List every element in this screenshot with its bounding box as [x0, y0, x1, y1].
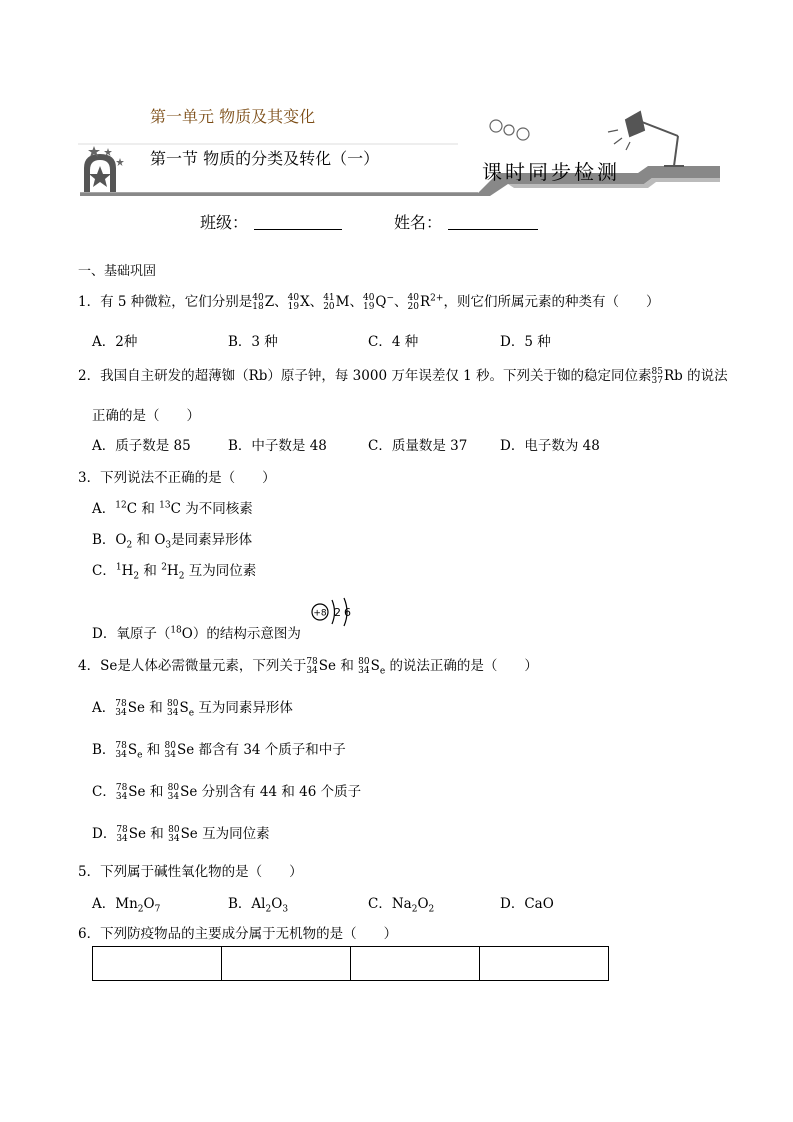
q6-cell-d[interactable] [480, 947, 609, 981]
class-label: 班级： [200, 213, 249, 232]
class-blank[interactable] [254, 215, 342, 230]
svg-text:+8: +8 [313, 608, 327, 619]
svg-text:2: 2 [334, 606, 341, 619]
q3-option-d[interactable]: D．氧原子（$^{18}$O）的结构示意图为 [92, 625, 301, 642]
q5-option-a[interactable]: A．$Mn_2O_7$ [92, 896, 161, 915]
q3-option-a[interactable]: A．$^{12}$C 和 $^{13}$C 为不同核素 [92, 500, 253, 517]
q5-option-c[interactable]: C．$Na_2O_2$ [368, 896, 435, 915]
q2-option-d[interactable]: D．电子数为 48 [500, 438, 600, 454]
lesson-badge: 课时同步检测 [482, 160, 620, 184]
question-4: 4．Se是人体必需微量元素，下列关于 78 34 Se 和 80 34 $S_e$ 的说法正确的是（ ） [78, 656, 538, 677]
q2-option-b[interactable]: B．中子数是 48 [228, 438, 327, 454]
star-emblem-icon [84, 146, 124, 192]
q6-cell-c[interactable] [351, 947, 480, 981]
q1-option-b[interactable]: B．3 种 [228, 334, 278, 350]
question-3: 3．下列说法不正确的是（ ） [78, 470, 276, 486]
oxygen-atom-structure-diagram [308, 596, 356, 632]
svg-text:6: 6 [344, 606, 351, 619]
name-label: 姓名： [394, 213, 443, 232]
q1-option-c[interactable]: C．4 种 [368, 334, 419, 350]
q6-options-table [92, 946, 609, 981]
q4-option-c[interactable]: C． 78 34 Se 和 80 34 Se 分别含有 44 和 46 个质子 [92, 782, 362, 802]
name-field[interactable] [394, 210, 538, 233]
q5-option-b[interactable]: B．$Al_2O_3$ [228, 896, 289, 915]
question-5: 5．下列属于碱性氧化物的是（ ） [78, 864, 303, 880]
q5-option-d[interactable]: D．CaO [500, 896, 554, 912]
unit-title: 第一单元 物质及其变化 [150, 107, 316, 126]
section-title: 第一节 物质的分类及转化（一） [150, 149, 380, 168]
q1-option-d[interactable]: D．5 种 [500, 334, 551, 350]
q4-option-d[interactable]: D． 78 34 Se 和 80 34 Se 互为同位素 [92, 824, 270, 844]
q1-option-a[interactable]: A．2种 [92, 334, 138, 350]
name-blank[interactable] [448, 215, 538, 230]
question-1: 1．有 5 种微粒，它们分别是 40 18 Z、 40 19 X、 41 20 M、 40 19 Q−、 40 20 $R^{2+}$，则它们所属元素的种类有（ ） [78, 292, 660, 312]
q6-cell-b[interactable] [222, 947, 351, 981]
q3-option-c[interactable]: C．$^1H_2$ 和 $^2H_2$ 互为同位素 [92, 562, 257, 582]
part-heading: 一、基础巩固 [78, 264, 157, 279]
class-field[interactable] [200, 210, 342, 233]
q6-cell-a[interactable] [93, 947, 222, 981]
q3-option-b[interactable]: B．$O_2$ 和 $O_3$是同素异形体 [92, 532, 253, 551]
nuclide-Z: 40 18 [252, 292, 264, 312]
bubbles-icon [490, 120, 529, 140]
q2-option-a[interactable]: A．质子数是 85 [92, 438, 191, 454]
question-2-line2: 正确的是（ ） [92, 408, 200, 424]
q4-option-a[interactable]: A． 78 34 Se 和 80 34 $S_e$ 互为同素异形体 [92, 698, 293, 719]
question-6: 6．下列防疫物品的主要成分属于无机物的是（ ） [78, 926, 398, 942]
q2-option-c[interactable]: C．质量数是 37 [368, 438, 468, 454]
question-2: 2．我国自主研发的超薄铷（Rb）原子钟，每 3000 万年误差仅 1 秒。下列关于铷的稳定同位素 85 37 Rb 的说法 [78, 366, 728, 386]
q4-option-b[interactable]: B． 78 34 $S_e$ 和 80 34 Se 都含有 34 个质子和中子 [92, 740, 346, 761]
